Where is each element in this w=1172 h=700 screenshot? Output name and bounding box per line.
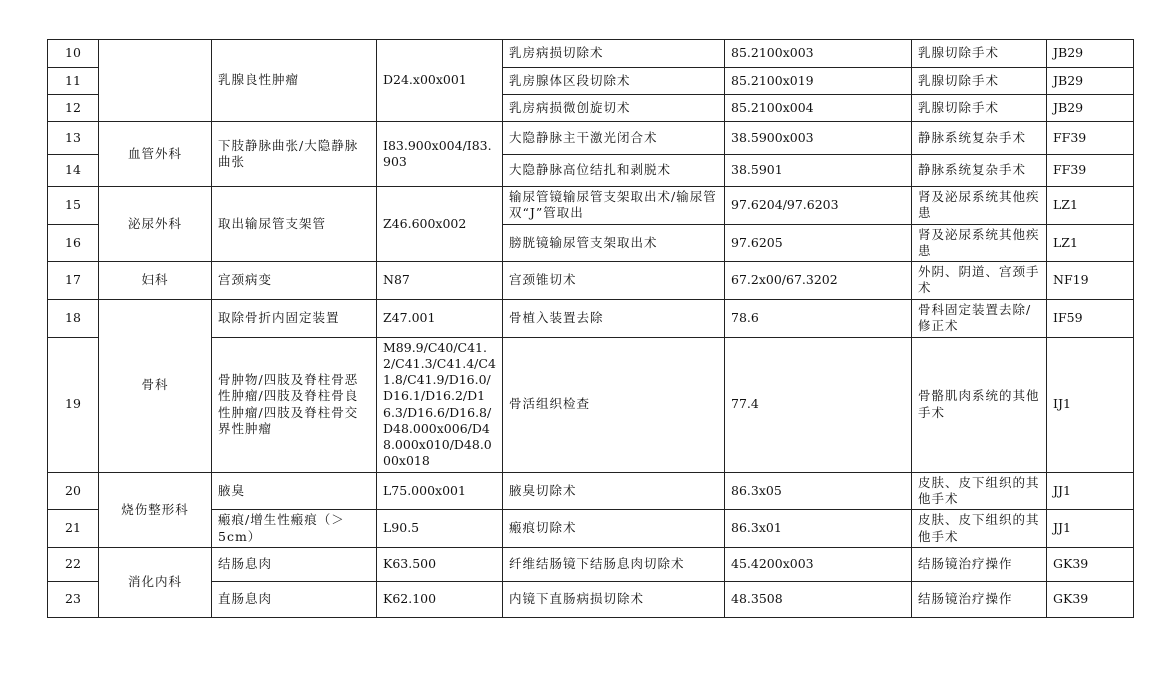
category: 乳腺切除手术 [912, 40, 1047, 68]
row-number: 19 [48, 337, 99, 472]
disease-code: N87 [377, 262, 503, 300]
table-row [48, 299, 1134, 337]
procedure-code: 97.6204/97.6203 [725, 187, 912, 225]
disease-code: Z46.600x002 [377, 187, 503, 262]
procedure-name: 骨活组织检查 [503, 337, 725, 472]
procedure-code: 48.3508 [725, 582, 912, 618]
row-number: 22 [48, 548, 99, 582]
group-code: IF59 [1047, 299, 1134, 337]
procedure-name: 大隐静脉高位结扎和剥脱术 [503, 155, 725, 187]
row-number: 11 [48, 68, 99, 95]
disease-name: 下肢静脉曲张/大隐静脉曲张 [212, 122, 377, 187]
table-row [48, 40, 1134, 68]
group-code: LZ1 [1047, 187, 1134, 225]
group-code: JJ1 [1047, 510, 1134, 548]
procedure-name: 乳房病损微创旋切术 [503, 95, 725, 122]
row-number: 23 [48, 582, 99, 618]
group-code: GK39 [1047, 582, 1134, 618]
procedure-code: 85.2100x004 [725, 95, 912, 122]
disease-code: M89.9/C40/C41.2/C41.3/C41.4/C41.8/C41.9/D16.0/D16.1/D16.2/D16.3/D16.6/D16.8/D48.000x006/D48.000x010/D48.000x018 [377, 337, 503, 472]
procedure-code: 38.5901 [725, 155, 912, 187]
procedure-code: 86.3x05 [725, 472, 912, 510]
group-code: JB29 [1047, 95, 1134, 122]
category: 外阴、阴道、宫颈手术 [912, 262, 1047, 300]
disease-name: 骨肿物/四肢及脊柱骨恶性肿瘤/四肢及脊柱骨良性肿瘤/四肢及脊柱骨交界性肿瘤 [212, 337, 377, 472]
department-cell [99, 40, 212, 122]
disease-name: 取出输尿管支架管 [212, 187, 377, 262]
category: 皮肤、皮下组织的其他手术 [912, 510, 1047, 548]
department-cell: 血管外科 [99, 122, 212, 187]
disease-code: K62.100 [377, 582, 503, 618]
department-cell: 骨科 [99, 299, 212, 472]
category: 静脉系统复杂手术 [912, 155, 1047, 187]
procedure-name: 纤维结肠镜下结肠息肉切除术 [503, 548, 725, 582]
procedure-name: 膀胱镜输尿管支架取出术 [503, 224, 725, 262]
row-number: 13 [48, 122, 99, 155]
row-number: 18 [48, 299, 99, 337]
category: 静脉系统复杂手术 [912, 122, 1047, 155]
procedure-code: 85.2100x019 [725, 68, 912, 95]
procedure-name: 宫颈锥切术 [503, 262, 725, 300]
table-row [48, 122, 1134, 155]
department-cell: 泌尿外科 [99, 187, 212, 262]
procedure-name: 瘢痕切除术 [503, 510, 725, 548]
row-number: 10 [48, 40, 99, 68]
group-code: FF39 [1047, 155, 1134, 187]
row-number: 20 [48, 472, 99, 510]
procedure-code: 67.2x00/67.3202 [725, 262, 912, 300]
row-number: 21 [48, 510, 99, 548]
row-number: 12 [48, 95, 99, 122]
row-number: 16 [48, 224, 99, 262]
disease-code: D24.x00x001 [377, 40, 503, 122]
disease-name: 宫颈病变 [212, 262, 377, 300]
procedure-code: 38.5900x003 [725, 122, 912, 155]
procedure-name: 骨植入装置去除 [503, 299, 725, 337]
disease-code: L90.5 [377, 510, 503, 548]
disease-name: 瘢痕/增生性瘢痕（＞5cm） [212, 510, 377, 548]
group-code: JB29 [1047, 40, 1134, 68]
department-cell: 消化内科 [99, 548, 212, 618]
category: 骨科固定装置去除/修正术 [912, 299, 1047, 337]
category: 肾及泌尿系统其他疾患 [912, 187, 1047, 225]
group-code: JJ1 [1047, 472, 1134, 510]
disease-name: 结肠息肉 [212, 548, 377, 582]
department-cell: 烧伤整形科 [99, 472, 212, 548]
category: 骨骼肌肉系统的其他手术 [912, 337, 1047, 472]
group-code: GK39 [1047, 548, 1134, 582]
disease-code: K63.500 [377, 548, 503, 582]
row-number: 14 [48, 155, 99, 187]
procedure-name: 乳房病损切除术 [503, 40, 725, 68]
procedure-name: 大隐静脉主干激光闭合术 [503, 122, 725, 155]
category: 乳腺切除手术 [912, 68, 1047, 95]
disease-name: 腋臭 [212, 472, 377, 510]
procedure-code: 97.6205 [725, 224, 912, 262]
surgery-table [47, 39, 1134, 618]
disease-name: 直肠息肉 [212, 582, 377, 618]
procedure-code: 85.2100x003 [725, 40, 912, 68]
procedure-name: 乳房腺体区段切除术 [503, 68, 725, 95]
table-row [48, 187, 1134, 225]
procedure-code: 77.4 [725, 337, 912, 472]
group-code: NF19 [1047, 262, 1134, 300]
disease-code: Z47.001 [377, 299, 503, 337]
row-number: 17 [48, 262, 99, 300]
category: 结肠镜治疗操作 [912, 548, 1047, 582]
group-code: IJ1 [1047, 337, 1134, 472]
table-row [48, 548, 1134, 582]
procedure-name: 腋臭切除术 [503, 472, 725, 510]
disease-code: L75.000x001 [377, 472, 503, 510]
category: 肾及泌尿系统其他疾患 [912, 224, 1047, 262]
disease-name: 取除骨折内固定装置 [212, 299, 377, 337]
department-cell: 妇科 [99, 262, 212, 300]
procedure-name: 内镜下直肠病损切除术 [503, 582, 725, 618]
table-row [48, 262, 1134, 300]
disease-code: I83.900x004/I83.903 [377, 122, 503, 187]
group-code: JB29 [1047, 68, 1134, 95]
category: 皮肤、皮下组织的其他手术 [912, 472, 1047, 510]
group-code: FF39 [1047, 122, 1134, 155]
table-row [48, 472, 1134, 510]
procedure-name: 输尿管镜输尿管支架取出术/输尿管双“J”管取出 [503, 187, 725, 225]
row-number: 15 [48, 187, 99, 225]
category: 结肠镜治疗操作 [912, 582, 1047, 618]
group-code: LZ1 [1047, 224, 1134, 262]
procedure-code: 45.4200x003 [725, 548, 912, 582]
procedure-code: 86.3x01 [725, 510, 912, 548]
procedure-code: 78.6 [725, 299, 912, 337]
category: 乳腺切除手术 [912, 95, 1047, 122]
disease-name: 乳腺良性肿瘤 [212, 40, 377, 122]
